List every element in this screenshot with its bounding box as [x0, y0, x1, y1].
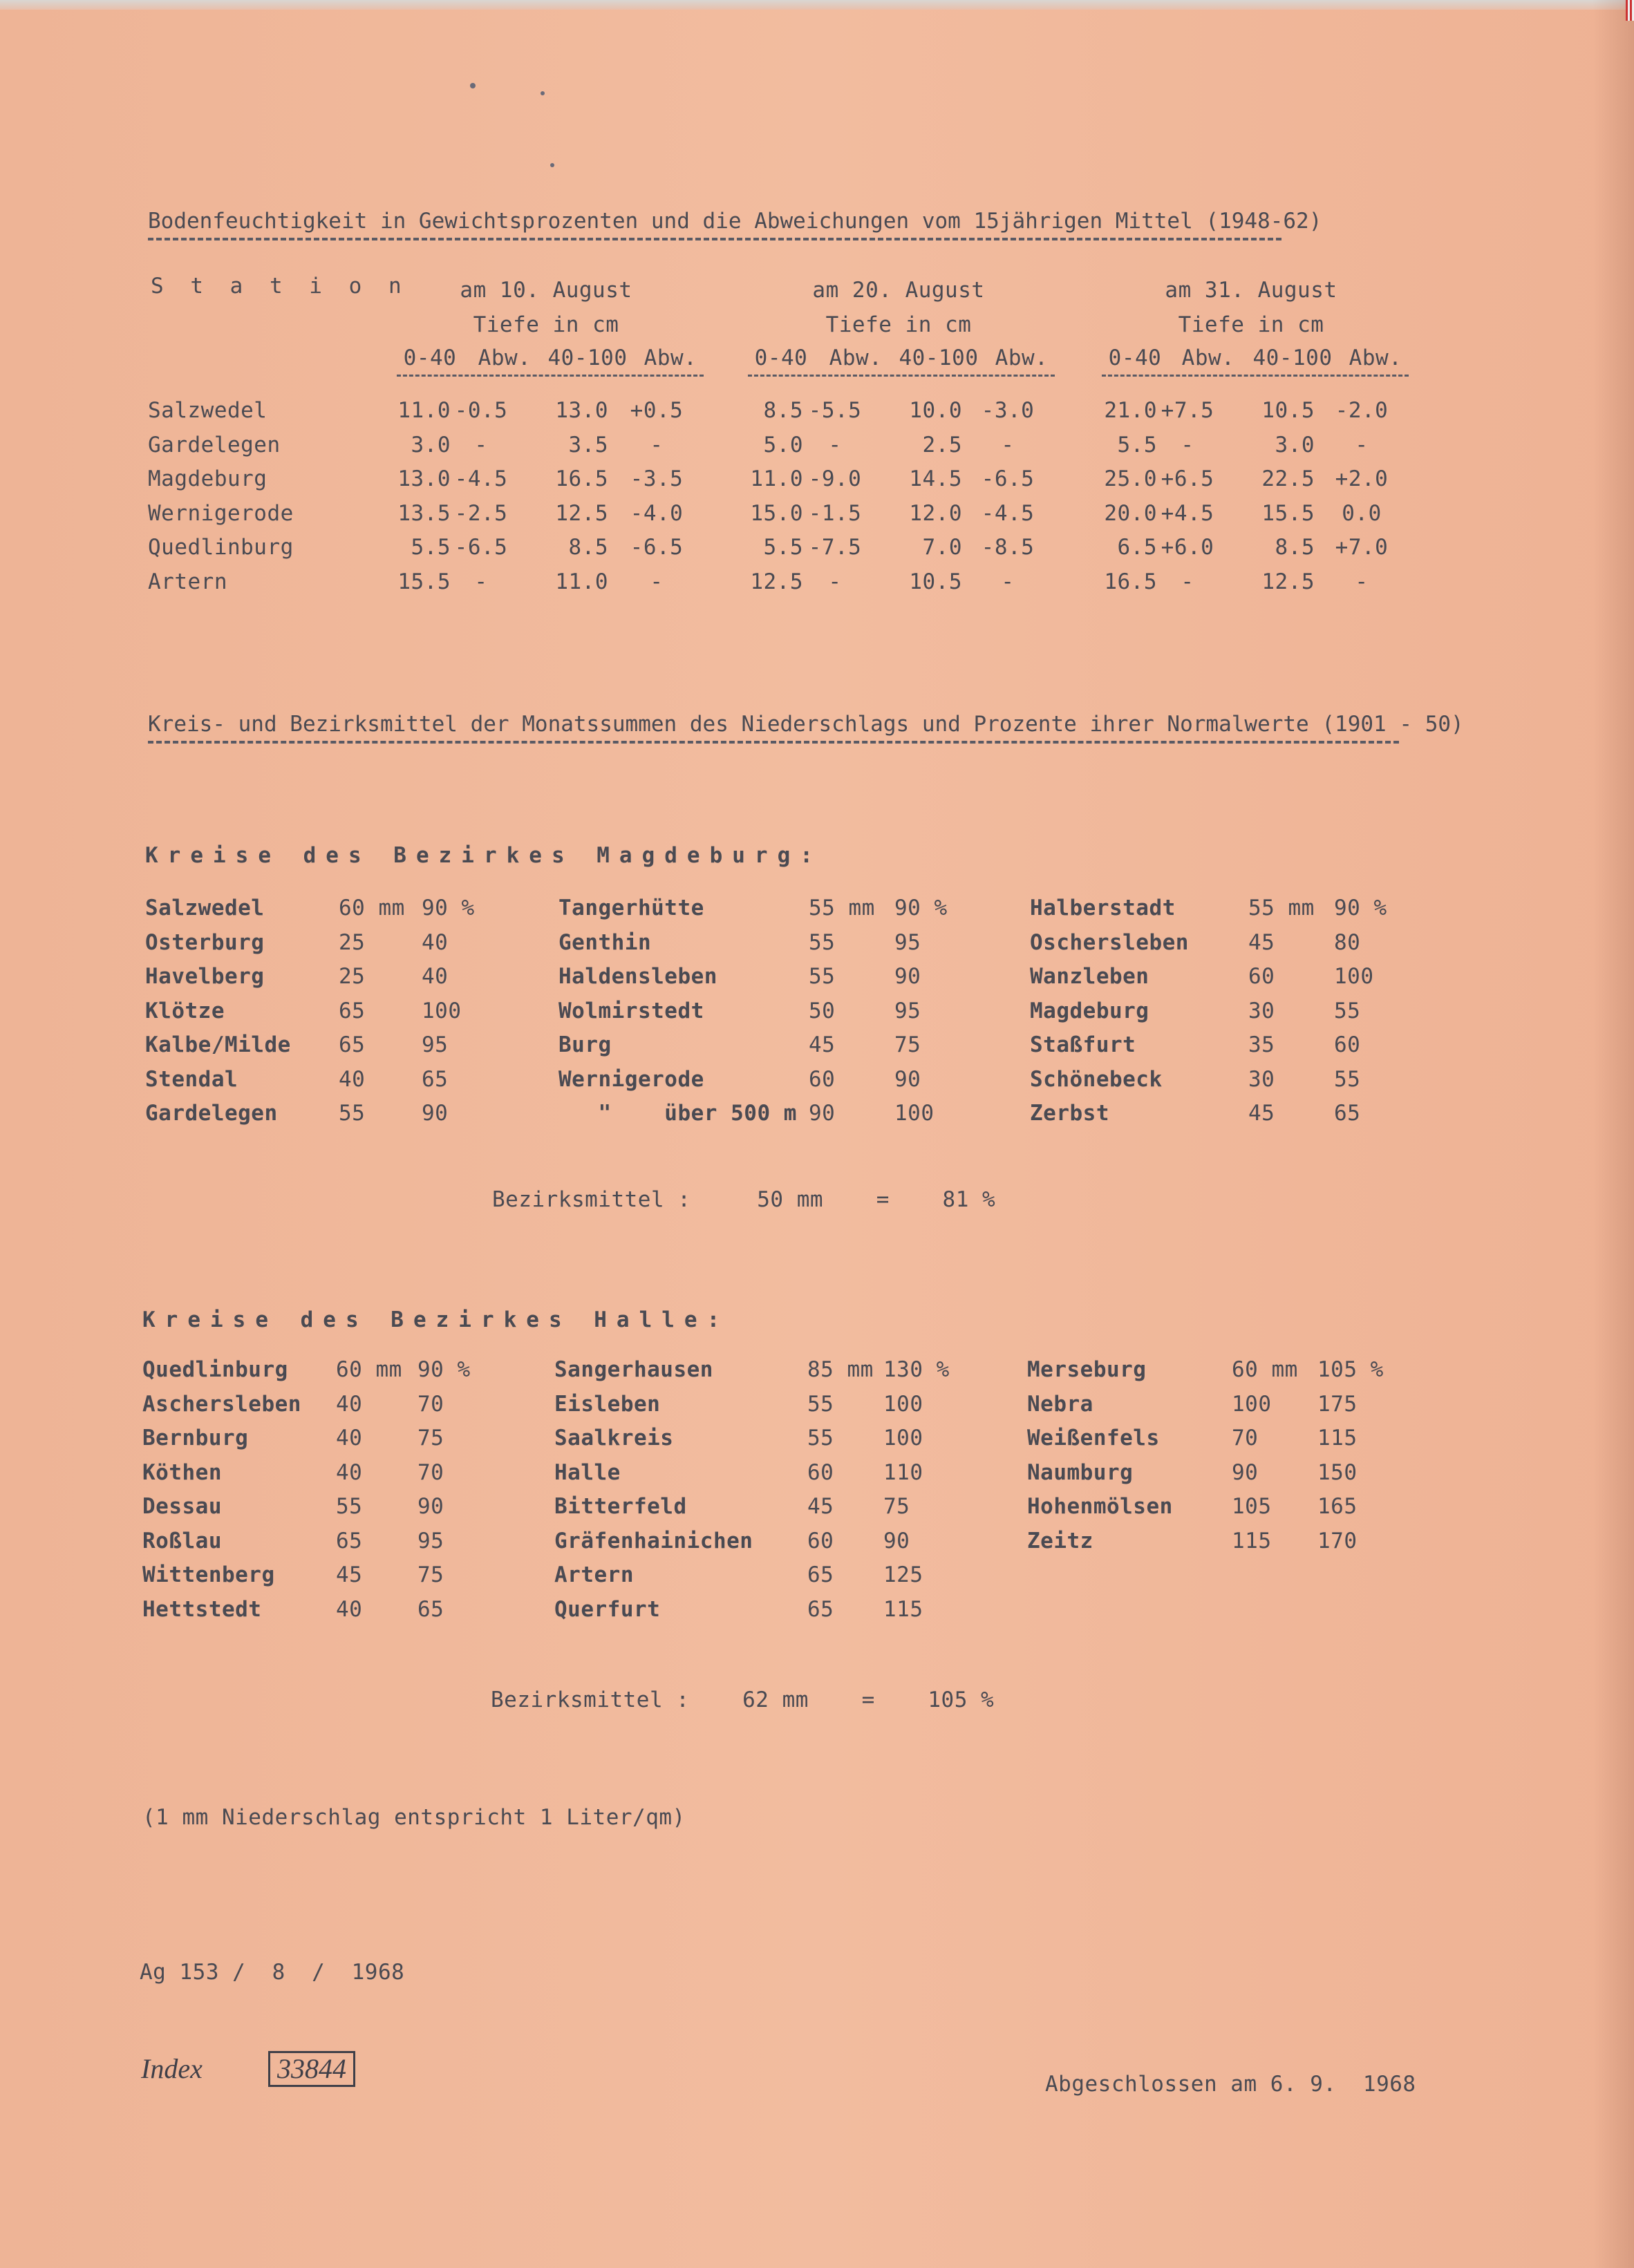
station-name: Gardelegen	[148, 432, 281, 457]
district-percent: 65	[422, 1066, 449, 1092]
soil-value: -1.5	[808, 500, 862, 526]
district-mm: 55	[807, 1426, 834, 1450]
district-percent: 95	[417, 1528, 444, 1553]
soil-value: -5.5	[808, 398, 862, 423]
soil-value: 8.5	[1275, 535, 1315, 560]
district-mm: 40	[339, 1066, 366, 1092]
district-mm: 60	[809, 1066, 836, 1092]
soil-value: 3.0	[1275, 432, 1315, 457]
district-name: Halberstadt	[1030, 896, 1176, 920]
district-mm: 40	[336, 1426, 363, 1450]
district-percent: 75	[894, 1032, 921, 1057]
soil-value: -	[474, 569, 488, 594]
district-percent: 105 %	[1317, 1357, 1384, 1382]
district-percent: 60	[1334, 1032, 1361, 1057]
district-name: Zerbst	[1030, 1101, 1109, 1126]
district-percent: 65	[1334, 1101, 1361, 1126]
district-mm: 65	[336, 1528, 363, 1553]
soil-value: -4.0	[630, 500, 684, 526]
district-name: Kalbe/Milde	[145, 1032, 291, 1057]
district-name: Tangerhütte	[558, 896, 704, 920]
soil-value: 16.5	[1104, 569, 1157, 594]
subcolumn-header: 0-40	[403, 346, 457, 370]
district-percent: 95	[894, 929, 921, 955]
district-name: Roßlau	[142, 1528, 222, 1553]
closed-date: Abgeschlossen am 6. 9. 1968	[1045, 2072, 1416, 2097]
soil-value: -	[1001, 432, 1015, 457]
district-percent: 75	[417, 1426, 444, 1450]
district-percent: 100	[883, 1426, 923, 1450]
district-percent: 95	[894, 998, 921, 1023]
district-name: Köthen	[142, 1459, 222, 1485]
soil-value: 10.5	[1261, 398, 1315, 423]
district-name: Stendal	[145, 1066, 238, 1092]
index-label: Index	[141, 2053, 203, 2084]
district-percent: 100	[422, 998, 462, 1023]
soil-value: -3.5	[630, 466, 684, 491]
soil-value: 5.0	[763, 432, 803, 457]
soil-value: +0.5	[630, 398, 684, 423]
soil-value: 13.5	[397, 500, 451, 526]
district-name: Genthin	[558, 929, 652, 955]
district-mm: 45	[1248, 929, 1275, 955]
district-percent: 90 %	[422, 896, 475, 920]
district-percent: 165	[1317, 1494, 1358, 1519]
magdeburg-mean: Bezirksmittel : 50 mm = 81 %	[492, 1187, 996, 1212]
soil-value: -	[828, 569, 842, 594]
magdeburg-heading: Kreise des Bezirkes Magdeburg:	[145, 843, 823, 868]
soil-value: -	[1355, 432, 1369, 457]
district-mm: 60	[1248, 964, 1275, 989]
district-name: Salzwedel	[145, 896, 265, 920]
station-name: Magdeburg	[148, 466, 267, 491]
ink-speck	[470, 83, 476, 88]
soil-value: -6.5	[454, 535, 508, 560]
soil-value: -9.0	[808, 466, 862, 491]
date-header: am 10. August	[460, 278, 632, 303]
district-percent: 115	[883, 1596, 923, 1622]
soil-value: -4.5	[454, 466, 508, 491]
district-percent: 90	[422, 1101, 449, 1126]
district-percent: 90 %	[1334, 896, 1387, 920]
soil-value: 22.5	[1261, 466, 1315, 491]
soil-value: 15.5	[397, 569, 451, 594]
soil-value: -4.5	[981, 500, 1035, 526]
district-percent: 75	[417, 1562, 444, 1587]
district-name: Artern	[554, 1562, 634, 1587]
depth-header: Tiefe in cm	[1178, 312, 1324, 337]
soil-value: +4.5	[1161, 500, 1214, 526]
district-percent: 75	[883, 1494, 910, 1519]
district-mm: 40	[336, 1459, 363, 1485]
soil-title: Bodenfeuchtigkeit in Gewichtsprozenten und die Abweichungen vom 15jährigen Mittel (1948-62)	[148, 209, 1322, 234]
district-mm: 55	[336, 1494, 363, 1519]
district-mm: 60 mm	[1232, 1357, 1298, 1382]
district-percent: 100	[1334, 964, 1374, 989]
right-edge-shadow	[1593, 0, 1634, 2268]
district-name: Zeitz	[1027, 1528, 1093, 1553]
district-percent: 95	[422, 1032, 449, 1057]
district-mm: 60	[807, 1528, 834, 1553]
soil-value: 5.5	[1117, 432, 1157, 457]
soil-value: 0.0	[1342, 500, 1382, 526]
district-mm: 60 mm	[336, 1357, 402, 1382]
soil-value: 12.0	[909, 500, 962, 526]
district-percent: 40	[422, 964, 449, 989]
district-mm: 65	[807, 1562, 834, 1587]
district-name: Staßfurt	[1030, 1032, 1136, 1057]
district-name: Bernburg	[142, 1426, 249, 1450]
district-name: Wolmirstedt	[558, 998, 704, 1023]
soil-value: -	[1181, 569, 1194, 594]
district-name: Nebra	[1027, 1391, 1093, 1417]
district-percent: 100	[883, 1391, 923, 1417]
district-percent: 55	[1334, 998, 1361, 1023]
soil-value: 11.0	[397, 398, 451, 423]
subcolumn-header: Abw.	[478, 346, 532, 370]
district-name: Oschersleben	[1030, 929, 1189, 955]
district-mm: 90	[1232, 1459, 1259, 1485]
soil-value: 15.5	[1261, 500, 1315, 526]
district-name: Gardelegen	[145, 1101, 278, 1126]
soil-value: 12.5	[1261, 569, 1315, 594]
district-mm: 60	[807, 1459, 834, 1485]
soil-value: 10.5	[909, 569, 962, 594]
district-mm: 40	[336, 1391, 363, 1417]
district-name: Sangerhausen	[554, 1357, 713, 1382]
soil-value: 3.5	[568, 432, 608, 457]
halle-mean: Bezirksmittel : 62 mm = 105 %	[491, 1688, 995, 1712]
district-name: Aschersleben	[142, 1391, 301, 1417]
district-percent: 70	[417, 1459, 444, 1485]
soil-value: 7.0	[922, 535, 962, 560]
district-percent: 70	[417, 1391, 444, 1417]
subcolumn-header: 40-100	[1252, 346, 1333, 370]
district-mm: 100	[1232, 1391, 1272, 1417]
soil-value: 13.0	[397, 466, 451, 491]
soil-value: +7.5	[1161, 398, 1214, 423]
district-mm: 55	[807, 1391, 834, 1417]
district-mm: 85 mm	[807, 1357, 874, 1382]
district-name: Havelberg	[145, 964, 265, 989]
soil-value: 12.5	[750, 569, 803, 594]
district-mm: 90	[809, 1101, 836, 1126]
subheader-underline	[1102, 375, 1409, 377]
district-name: " über 500 m	[558, 1101, 797, 1126]
subcolumn-header: Abw.	[1349, 346, 1402, 370]
soil-value: -	[650, 569, 664, 594]
district-percent: 55	[1334, 1066, 1361, 1092]
precip-title: Kreis- und Bezirksmittel der Monatssummen des Niederschlags und Prozente ihrer Normalwerte (1901 - 50)	[148, 712, 1464, 737]
district-mm: 115	[1232, 1528, 1272, 1553]
district-mm: 65	[339, 998, 366, 1023]
date-header: am 31. August	[1165, 278, 1337, 303]
soil-value: -6.5	[981, 466, 1035, 491]
soil-value: +7.0	[1335, 535, 1389, 560]
district-mm: 65	[339, 1032, 366, 1057]
district-mm: 50	[809, 998, 836, 1023]
soil-value: +2.0	[1335, 466, 1389, 491]
district-mm: 25	[339, 929, 366, 955]
soil-value: -6.5	[630, 535, 684, 560]
district-name: Eisleben	[554, 1391, 661, 1417]
soil-value: -	[474, 432, 488, 457]
district-name: Quedlinburg	[142, 1357, 288, 1382]
subcolumn-header: Abw.	[1181, 346, 1235, 370]
soil-value: 3.0	[411, 432, 451, 457]
soil-value: -8.5	[981, 535, 1035, 560]
soil-value: 25.0	[1104, 466, 1157, 491]
top-edge	[0, 0, 1634, 10]
soil-value: -	[1181, 432, 1194, 457]
district-name: Hettstedt	[142, 1596, 262, 1622]
district-name: Klötze	[145, 998, 225, 1023]
index-number-box: 33844	[268, 2051, 355, 2087]
subheader-underline	[397, 375, 704, 377]
subcolumn-header: Abw.	[995, 346, 1049, 370]
soil-value: 6.5	[1117, 535, 1157, 560]
district-mm: 55 mm	[809, 896, 875, 920]
soil-value: -7.5	[808, 535, 862, 560]
soil-value: 11.0	[750, 466, 803, 491]
district-name: Schönebeck	[1030, 1066, 1163, 1092]
soil-value: 20.0	[1104, 500, 1157, 526]
soil-value: 15.0	[750, 500, 803, 526]
district-percent: 115	[1317, 1426, 1358, 1450]
depth-header: Tiefe in cm	[825, 312, 972, 337]
binding-strip	[1626, 0, 1634, 21]
district-name: Saalkreis	[554, 1426, 674, 1450]
district-mm: 45	[1248, 1101, 1275, 1126]
reference-number: Ag 153 / 8 / 1968	[140, 1960, 405, 1985]
district-mm: 70	[1232, 1426, 1259, 1450]
district-name: Bitterfeld	[554, 1494, 687, 1519]
subcolumn-header: 40-100	[899, 346, 979, 370]
district-name: Wittenberg	[142, 1562, 275, 1587]
soil-value: -	[1001, 569, 1015, 594]
soil-value: 5.5	[763, 535, 803, 560]
district-name: Querfurt	[554, 1596, 661, 1622]
district-mm: 55	[809, 964, 836, 989]
district-mm: 55	[339, 1101, 366, 1126]
ink-speck	[541, 91, 545, 95]
district-mm: 25	[339, 964, 366, 989]
district-mm: 30	[1248, 1066, 1275, 1092]
district-percent: 90	[417, 1494, 444, 1519]
district-percent: 100	[894, 1101, 935, 1126]
soil-value: 14.5	[909, 466, 962, 491]
station-name: Salzwedel	[148, 398, 267, 423]
district-percent: 90	[894, 1066, 921, 1092]
soil-value: -2.0	[1335, 398, 1389, 423]
precip-title-underline	[148, 741, 1399, 744]
soil-value: -	[828, 432, 842, 457]
district-name: Wernigerode	[558, 1066, 704, 1092]
soil-value: +6.5	[1161, 466, 1214, 491]
subcolumn-header: 40-100	[547, 346, 628, 370]
district-percent: 80	[1334, 929, 1361, 955]
district-name: Hohenmölsen	[1027, 1494, 1173, 1519]
district-mm: 55 mm	[1248, 896, 1315, 920]
station-name: Quedlinburg	[148, 535, 294, 560]
date-header: am 20. August	[812, 278, 985, 303]
district-percent: 65	[417, 1596, 444, 1622]
subcolumn-header: Abw.	[829, 346, 883, 370]
district-name: Halle	[554, 1459, 621, 1485]
district-mm: 65	[807, 1596, 834, 1622]
soil-value: -3.0	[981, 398, 1035, 423]
soil-value: 12.5	[555, 500, 608, 526]
district-mm: 30	[1248, 998, 1275, 1023]
district-percent: 90	[883, 1528, 910, 1553]
district-mm: 55	[809, 929, 836, 955]
subcolumn-header: 0-40	[754, 346, 808, 370]
soil-value: -0.5	[454, 398, 508, 423]
footnote: (1 mm Niederschlag entspricht 1 Liter/qm)	[142, 1805, 686, 1830]
district-mm: 35	[1248, 1032, 1275, 1057]
soil-value: 5.5	[411, 535, 451, 560]
soil-value: 13.0	[555, 398, 608, 423]
district-mm: 40	[336, 1596, 363, 1622]
halle-heading: Kreise des Bezirkes Halle:	[142, 1307, 730, 1332]
district-percent: 110	[883, 1459, 923, 1485]
soil-value: 11.0	[555, 569, 608, 594]
ink-speck	[550, 163, 554, 167]
district-percent: 40	[422, 929, 449, 955]
district-name: Wanzleben	[1030, 964, 1149, 989]
district-name: Naumburg	[1027, 1459, 1134, 1485]
district-mm: 45	[336, 1562, 363, 1587]
district-percent: 90	[894, 964, 921, 989]
soil-title-underline	[148, 238, 1281, 240]
soil-value: 8.5	[763, 398, 803, 423]
district-mm: 45	[809, 1032, 836, 1057]
district-name: Burg	[558, 1032, 612, 1057]
district-percent: 125	[883, 1562, 923, 1587]
district-mm: 105	[1232, 1494, 1272, 1519]
district-name: Weißenfels	[1027, 1426, 1160, 1450]
station-header: S t a t i o n	[151, 274, 409, 299]
subheader-underline	[748, 375, 1055, 377]
soil-value: -	[650, 432, 664, 457]
station-name: Wernigerode	[148, 500, 294, 526]
soil-value: 16.5	[555, 466, 608, 491]
soil-value: 21.0	[1104, 398, 1157, 423]
district-name: Gräfenhainichen	[554, 1528, 753, 1553]
subcolumn-header: Abw.	[644, 346, 697, 370]
district-percent: 90 %	[417, 1357, 471, 1382]
soil-value: 2.5	[922, 432, 962, 457]
station-name: Artern	[148, 569, 227, 594]
district-name: Magdeburg	[1030, 998, 1149, 1023]
district-name: Merseburg	[1027, 1357, 1147, 1382]
district-name: Dessau	[142, 1494, 222, 1519]
district-percent: 90 %	[894, 896, 948, 920]
district-percent: 130 %	[883, 1357, 950, 1382]
soil-value: +6.0	[1161, 535, 1214, 560]
district-percent: 175	[1317, 1391, 1358, 1417]
subcolumn-header: 0-40	[1108, 346, 1162, 370]
district-mm: 60 mm	[339, 896, 405, 920]
soil-value: 8.5	[568, 535, 608, 560]
soil-value: -	[1355, 569, 1369, 594]
district-name: Haldensleben	[558, 964, 717, 989]
district-percent: 150	[1317, 1459, 1358, 1485]
district-percent: 170	[1317, 1528, 1358, 1553]
soil-value: 10.0	[909, 398, 962, 423]
depth-header: Tiefe in cm	[473, 312, 619, 337]
district-name: Osterburg	[145, 929, 265, 955]
district-mm: 45	[807, 1494, 834, 1519]
soil-value: -2.5	[454, 500, 508, 526]
